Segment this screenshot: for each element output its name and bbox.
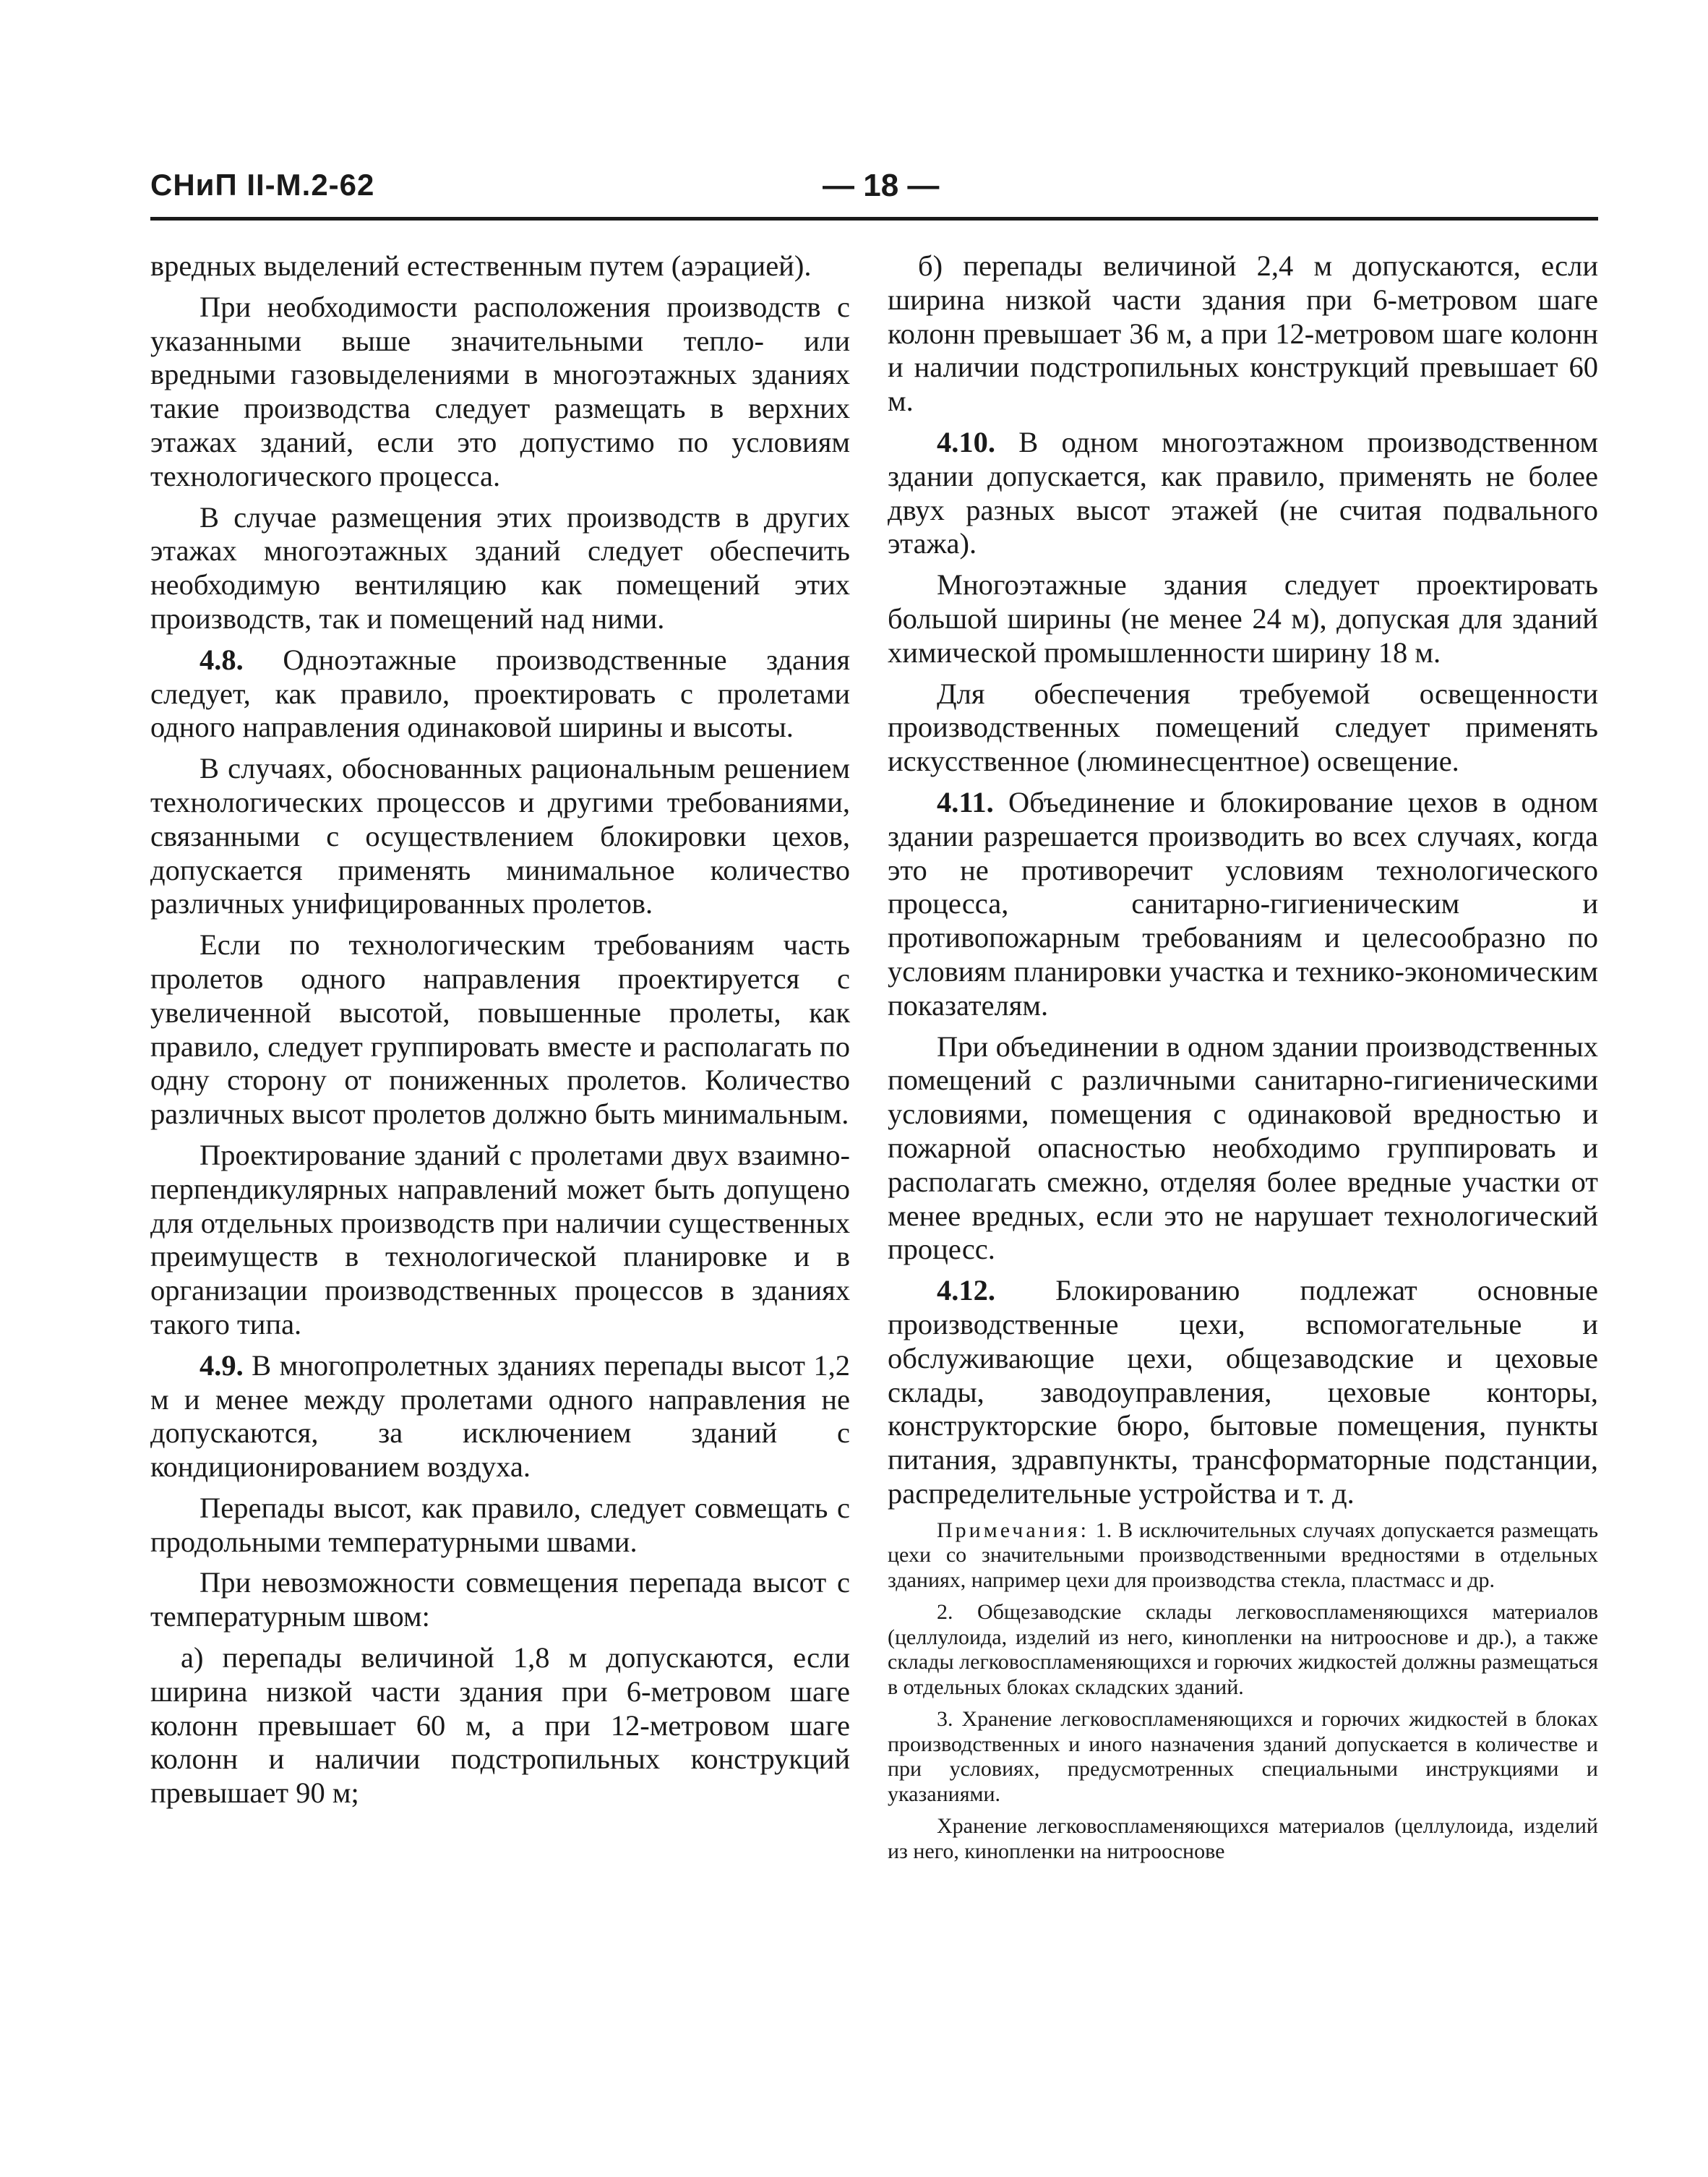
document-code: СНиП II-М.2-62	[150, 168, 375, 202]
clause-text: В одном многоэтажном производственном здании допускается, как правило, применять не более двух разных высот этажей (не считая подвального этажа).	[888, 425, 1598, 560]
right-column	[888, 249, 1598, 1871]
clause-number: 4.10.	[937, 425, 995, 458]
paragraph: Для обеспечения требуемой освещенности производственных помещений следует применять искусственное (люминесцентное) освещение.	[888, 677, 1598, 778]
clause-text: Одноэтажные производственные здания следует, как правило, проектировать с пролетами одного направления одинаковой ширины и высоты.	[150, 643, 850, 744]
paragraph: Многоэтажные здания следует проектировать большой ширины (не менее 24 м), допуская для зданий химической промышленности ширину 18 м.	[888, 568, 1598, 669]
note-3: 3. Хранение легковоспламеняющихся и горючих жидкостей в блоках производственных и иного назначения зданий допускается в количестве и при условиях, предусмотренных специальными инструкциями и указаниями.	[888, 1707, 1598, 1806]
clause-4-8	[150, 643, 850, 745]
paragraph: При объединении в одном здании производственных помещений с различными санитарно-гигиеническими условиями, помещения с одинаковой вредностью и пожарной опасностью необходимо группировать и располагать смежно, отделяя более вредные участки от менее вредных, если это не нарушает технологический процесс.	[888, 1030, 1598, 1266]
left-column	[150, 249, 850, 1818]
paragraph: Если по технологическим требованиям часть пролетов одного направления проектируется с увеличенной высотой, повышенные пролеты, как правило, следует группировать вместе и располагать по одну сторону от пониженных пролетов. Количество различных высот пролетов должно быть минимальным.	[150, 928, 850, 1131]
paragraph: В случае размещения этих производств в других этажах многоэтажных зданий следует обеспечить необходимую вентиляцию как помещений этих производств, так и помещений над ними.	[150, 500, 850, 635]
clause-4-10	[888, 426, 1598, 561]
list-item-b: б) перепады величиной 2,4 м допускаются, если ширина низкой части здания при 6-метровом шаге колонн превышает 36 м, а при 12-метровом шаге колонн и наличии подстропильных конструкций превышает 60 м.	[888, 249, 1598, 418]
clause-number: 4.8.	[199, 643, 244, 676]
paragraph: вредных выделений естественным путем (аэрацией).	[150, 249, 812, 282]
page-number: — 18 —	[823, 168, 940, 203]
page-header	[150, 168, 1596, 218]
paragraph: При необходимости расположения производств с указанными выше значительными тепло- или вредными газовыделениями в многоэтажных зданиях такие производства следует размещать в верхних этажах зданий, если это допустимо по условиям технологического процесса.	[150, 290, 850, 492]
clause-4-12	[888, 1274, 1598, 1511]
clause-4-11	[888, 786, 1598, 1023]
paragraph: При невозможности совмещения перепада высот с температурным швом:	[150, 1566, 850, 1633]
clause-text: Объединение и блокирование цехов в одном здании разрешается производить во всех случаях, когда это не противоречит условиям технологического процесса, санитарно-гигиеническим и противопожарным требованиям и целесообразно по условиям планировки участка и технико-экономическим показателям.	[888, 785, 1598, 1022]
note-4: Хранение легковоспламеняющихся материалов (целлулоида, изделий из него, кинопленки на нитрооснове	[888, 1814, 1598, 1863]
notes-label: Примечания:	[937, 1518, 1089, 1542]
paragraph: Проектирование зданий с пролетами двух взаимно-перпендикулярных направлений может быть допущено для отдельных производств при наличии существенных преимуществ в технологической планировке и в организации производственных процессов в зданиях такого типа.	[150, 1138, 850, 1340]
list-item-a: а) перепады величиной 1,8 м допускаются, если ширина низкой части здания при 6-метровом шаге колонн превышает 60 м, а при 12-метровом шаге колонн и наличии подстропильных конструкций превышает 90 м;	[150, 1641, 850, 1810]
clause-text: В многопролетных зданиях перепады высот 1,2 м и менее между пролетами одного направления не допускаются, за исключением зданий с кондиционированием воздуха.	[150, 1348, 850, 1484]
clause-number: 4.9.	[199, 1348, 244, 1382]
note-text: 1. В исключительных случаях допускается размещать цехи со значительными производственными вредностями в отдельных зданиях, например цехи для производства стекла, пластмасс и др.	[888, 1518, 1598, 1592]
paragraph: Перепады высот, как правило, следует совмещать с продольными температурными швами.	[150, 1491, 850, 1558]
paragraph: В случаях, обоснованных рациональным решением технологических процессов и другими требованиями, связанными с осуществлением блокировки цехов, допускается применять минимальное количество различных унифицированных пролетов.	[150, 752, 850, 920]
clause-number: 4.12.	[937, 1274, 995, 1307]
clause-number: 4.11.	[937, 785, 994, 818]
clause-text: Блокированию подлежат основные производственные цехи, вспомогательные и обслуживающие цехи, общезаводские и цеховые склады, заводоуправления, цеховые конторы, конструкторские бюро, бытовые помещения, пункты питания, здравпункты, трансформаторные подстанции, распределительные устройства и т. д.	[888, 1274, 1598, 1510]
note-1	[888, 1518, 1598, 1594]
notes-block	[888, 1518, 1598, 1865]
header-divider	[150, 217, 1598, 221]
note-2: 2. Общезаводские склады легковоспламеняющихся материалов (целлулоида, изделий из него, кинопленки на нитрооснове и др.), а также склады легковоспламеняющихся и горючих жидкостей должны размещаться в отдельных блоках складских зданий.	[888, 1600, 1598, 1699]
clause-4-9	[150, 1349, 850, 1484]
